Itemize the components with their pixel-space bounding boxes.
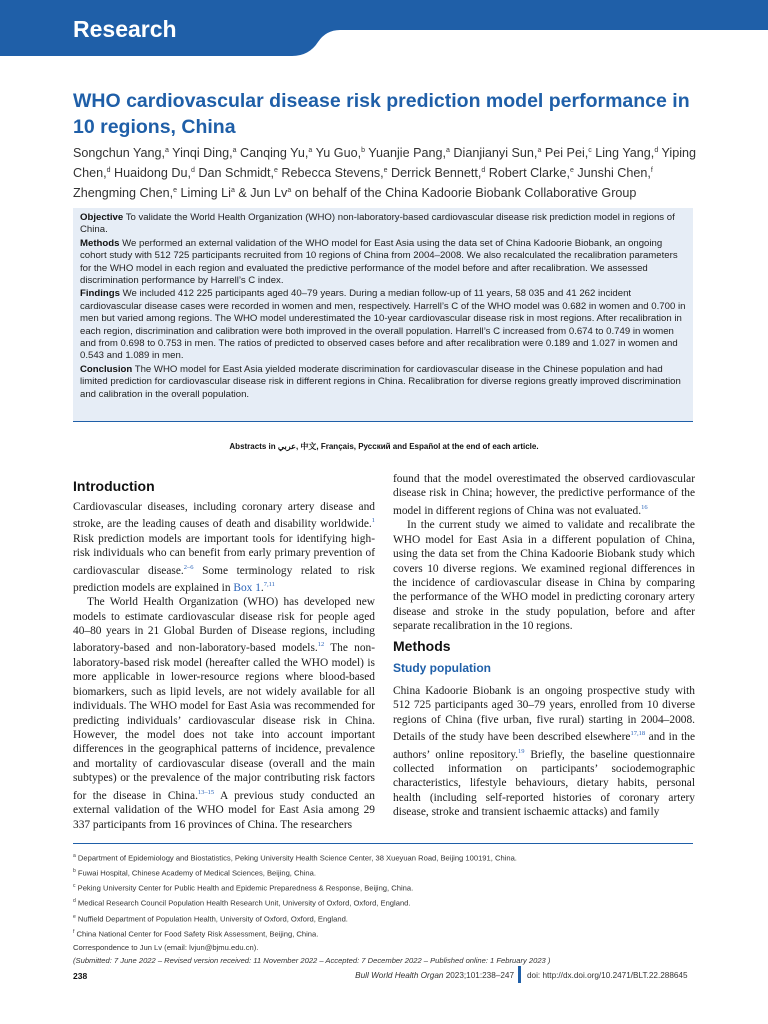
affiliation-f: $^f$ China National Center for Food Safety Risk Assessment, Beijing, China. bbox=[73, 928, 319, 939]
page-number: 238 bbox=[73, 971, 88, 981]
submission-dates: (Submitted: 7 June 2022 – Revised version received: 11 November 2022 – Accepted: 7 December 2022 – Published online: 1 February 2023 ) bbox=[73, 956, 551, 966]
methods-heading: Methods bbox=[393, 638, 451, 654]
affiliations-footnotes bbox=[73, 850, 693, 968]
section-label: Research bbox=[73, 16, 177, 42]
abstract-conclusion: Conclusion The WHO model for East Asia yielded moderate discrimination for cardiovascular disease in the Chinese population and had limited prediction for cardiovascular disease risk in different regions in China. Recalibration for diverse regions greatly improved discrimination and calibration in the overall population. bbox=[80, 363, 681, 400]
correspondence: Correspondence to Jun Lv (email: lvjun@bjmu.edu.cn). bbox=[73, 942, 259, 952]
introduction-heading: Introduction bbox=[73, 478, 155, 494]
abstract-methods: Methods We performed an external validation of the WHO model for East Asia using the data set of China Kadoorie Biobank, an ongoing cohort study with 512 725 participants recruited from 10 regions of China from 2004–2008. We also recalculated the recalibration parameters for the WHO model in each region and evaluated the predictive performance of the model before and after recalibration. We assessed discrimination performance by Harrell’s C index. bbox=[80, 237, 678, 287]
intro-paragraph-3: found that the model overestimated the observed cardiovascular disease risk in China; however, the predictive performance of the model in different regions of China was not evaluated.$^{16}$ bbox=[393, 473, 695, 517]
left-column bbox=[73, 500, 375, 832]
affiliation-d: $^d$ Medical Research Council Population Health Research Unit, University of Oxford, Oxford, England. bbox=[73, 898, 411, 908]
affiliation-a: $^a$ Department of Epidemiology and Biostatistics, Peking University Health Science Center, 38 Xueyuan Road, Beijing 100191, China. bbox=[73, 853, 517, 863]
doi-link[interactable]: doi: http://dx.doi.org/10.2471/BLT.22.288645 bbox=[527, 971, 688, 980]
methods-paragraph-1: China Kadoorie Biobank is an ongoing prospective study with 512 725 participants aged 30–79 years, enrolled from 10 diverse regions of China (five urban, five rural) starting in 2004–2008. Details of the study have been described elsewhere$^{17,18}$ and in the authors’ online repository.$^{19}$ Briefly, the baseline questionnaire collected information on participants’ sociodemographic characteristics, lifestyle behaviours, dietary habits, personal health (including self-reported histories of coronary artery disease, stroke and transient ischaemic attacks) and family bbox=[393, 685, 696, 819]
abstract-languages-note: Abstracts in عربي, 中文, Français, Русский and Español at the end of each article. bbox=[229, 442, 539, 451]
right-column-top bbox=[393, 472, 695, 634]
intro-paragraph-1: Cardiovascular diseases, including coronary artery disease and stroke, are the leading causes of death and disability worldwide.$^1$ Risk prediction models are important tools for identifying high-risk individuals who can benefit from early primary prevention of cardiovascular disease.$^{2-6}$ Some terminology related to risk prediction models are explained in Box 1.$^{7,11}$ bbox=[73, 501, 376, 594]
abstract-objective: Objective To validate the World Health Organization (WHO) non-laboratory-based cardiovascular disease risk prediction model in regions of China. bbox=[80, 212, 675, 236]
affiliation-e: $^e$ Nuffield Department of Population Health, University of Oxford, Oxford, England. bbox=[73, 913, 348, 924]
author-list: Songchun Yang,$^a$ Yinqi Ding,$^a$ Canqing Yu,$^a$ Yu Guo,$^b$ Yuanjie Pang,$^a$ Dianjianyi Sun,$^a$ Pei Pei,$^c$ Ling Yang,$^d$ Yiping Chen,$^d$ Huaidong Du,$^d$ Dan Schmidt,$^e$ Rebecca Stevens,$^e$ Derrick Bennett,$^d$ Robert Clarke,$^e$ Junshi Chen,$^f$ Zhengming Chen,$^e$ Liming Li$^a$ & Jun Lv$^a$ on behalf of the China Kadoorie Biobank Collaborative Group bbox=[73, 146, 697, 201]
right-column-bottom bbox=[393, 684, 695, 820]
affiliation-b: $^b$ Fuwai Hospital, Chinese Academy of Medical Sciences, Beijing, China. bbox=[73, 868, 316, 878]
intro-paragraph-4: In the current study we aimed to validate and recalibrate the WHO model for East Asia in a different population of China, using the data set from the China Kadoorie Biobank study which covers 10 diverse regions. We examined regional differences in the incidence of cardiovascular disease in China by comparing the performance of the WHO model in predicting coronary artery disease and stroke in the study population, before and after separate recalibration in the 10 regions. bbox=[393, 519, 695, 633]
journal-citation: Bull World Health Organ 2023;101:238–247 bbox=[355, 971, 514, 980]
study-population-heading: Study population bbox=[393, 661, 491, 675]
intro-paragraph-2: The World Health Organization (WHO) has developed new models to estimate cardiovascular disease risk for people aged 40–80 years in 21 Global Burden of Disease regions, including laboratory-based and non-laboratory-based models.$^{12}$ The non-laboratory-based risk model (hereafter called the WHO model) is more applicable in lower-resource regions where blood-based biomarkers, such as lipid levels, are not widely available for all individuals. The WHO model for East Asia was recommended for predicting individuals’ cardiovascular disease risk in China. However, the model does not take into account important differences in the geographical patterns of incidence, prevalence and mortality of cardiovascular disease (overall and the main subtypes) or the prevalence of the major contributing risk factors for the disease in China.$^{13-15}$ A previous study conducted an external validation of the WHO model for East Asia among 29 337 participants from 16 provinces of China. The researchers bbox=[73, 596, 375, 831]
abstract-findings: Findings We included 412 225 participants aged 40–79 years. During a median follow-up of 11 years, 58 035 and 41 262 incident cardiovascular disease cases were recorded in women and men, respectively. Harrell’s C of the WHO model was 0.682 in women and 0.700 in men but varied among regions. The WHO model underestimated the 10-year cardiovascular disease risk in most regions. After recalibration in each region, discrimination and calibration were both improved in the overall population. Harrell’s C increased from 0.674 to 0.749 in women and from 0.698 to 0.753 in men. The ratios of predicted to observed cases before and after recalibration were 0.189 and 1.027 in women and 0.543 and 1.089 in men. bbox=[80, 288, 686, 362]
section-header-banner bbox=[0, 0, 768, 56]
article-title: WHO cardiovascular disease risk prediction model performance in 10 regions, China bbox=[73, 90, 690, 138]
footnote-divider bbox=[73, 843, 693, 844]
footer-divider-bar bbox=[518, 966, 521, 983]
affiliation-c: $^c$ Peking University Center for Public Health and Epidemic Preparedness & Response, Beijing, China. bbox=[73, 883, 414, 893]
abstract-box bbox=[73, 208, 693, 422]
